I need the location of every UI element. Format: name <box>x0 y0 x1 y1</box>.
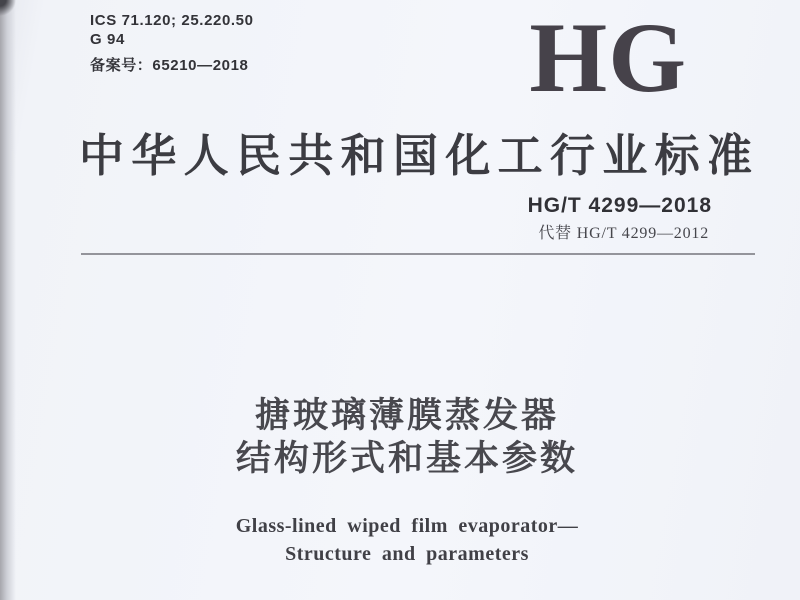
subject-title-en-line2: Structure and parameters <box>285 543 529 565</box>
subject-title-cn <box>7 394 800 480</box>
scan-left-edge <box>0 0 16 600</box>
subject-title-en-line1: Glass-lined wiped film evaporator— <box>235 515 579 537</box>
record-number: 备案号：65210—2018 <box>90 57 249 74</box>
category-code: G 94 <box>90 31 125 48</box>
hg-logo: HG <box>529 2 687 113</box>
scan-top-left-corner <box>0 0 22 22</box>
replaces-note: 代替 HG/T 4299—2012 <box>538 225 709 242</box>
subject-title-cn-line2: 结构形式和基本参数 <box>235 439 578 478</box>
ics-code: ICS 71.120; 25.220.50 <box>90 12 254 29</box>
header-meta <box>90 11 254 75</box>
standard-number: HG/T 4299—2018 <box>527 194 712 217</box>
header-divider-rule <box>81 253 755 255</box>
subject-title-en <box>7 512 800 568</box>
subject-title-cn-line1: 搪玻璃薄膜蒸发器 <box>254 396 559 435</box>
standard-body-title: 中华人民共和国化工行业标准 <box>79 130 754 181</box>
